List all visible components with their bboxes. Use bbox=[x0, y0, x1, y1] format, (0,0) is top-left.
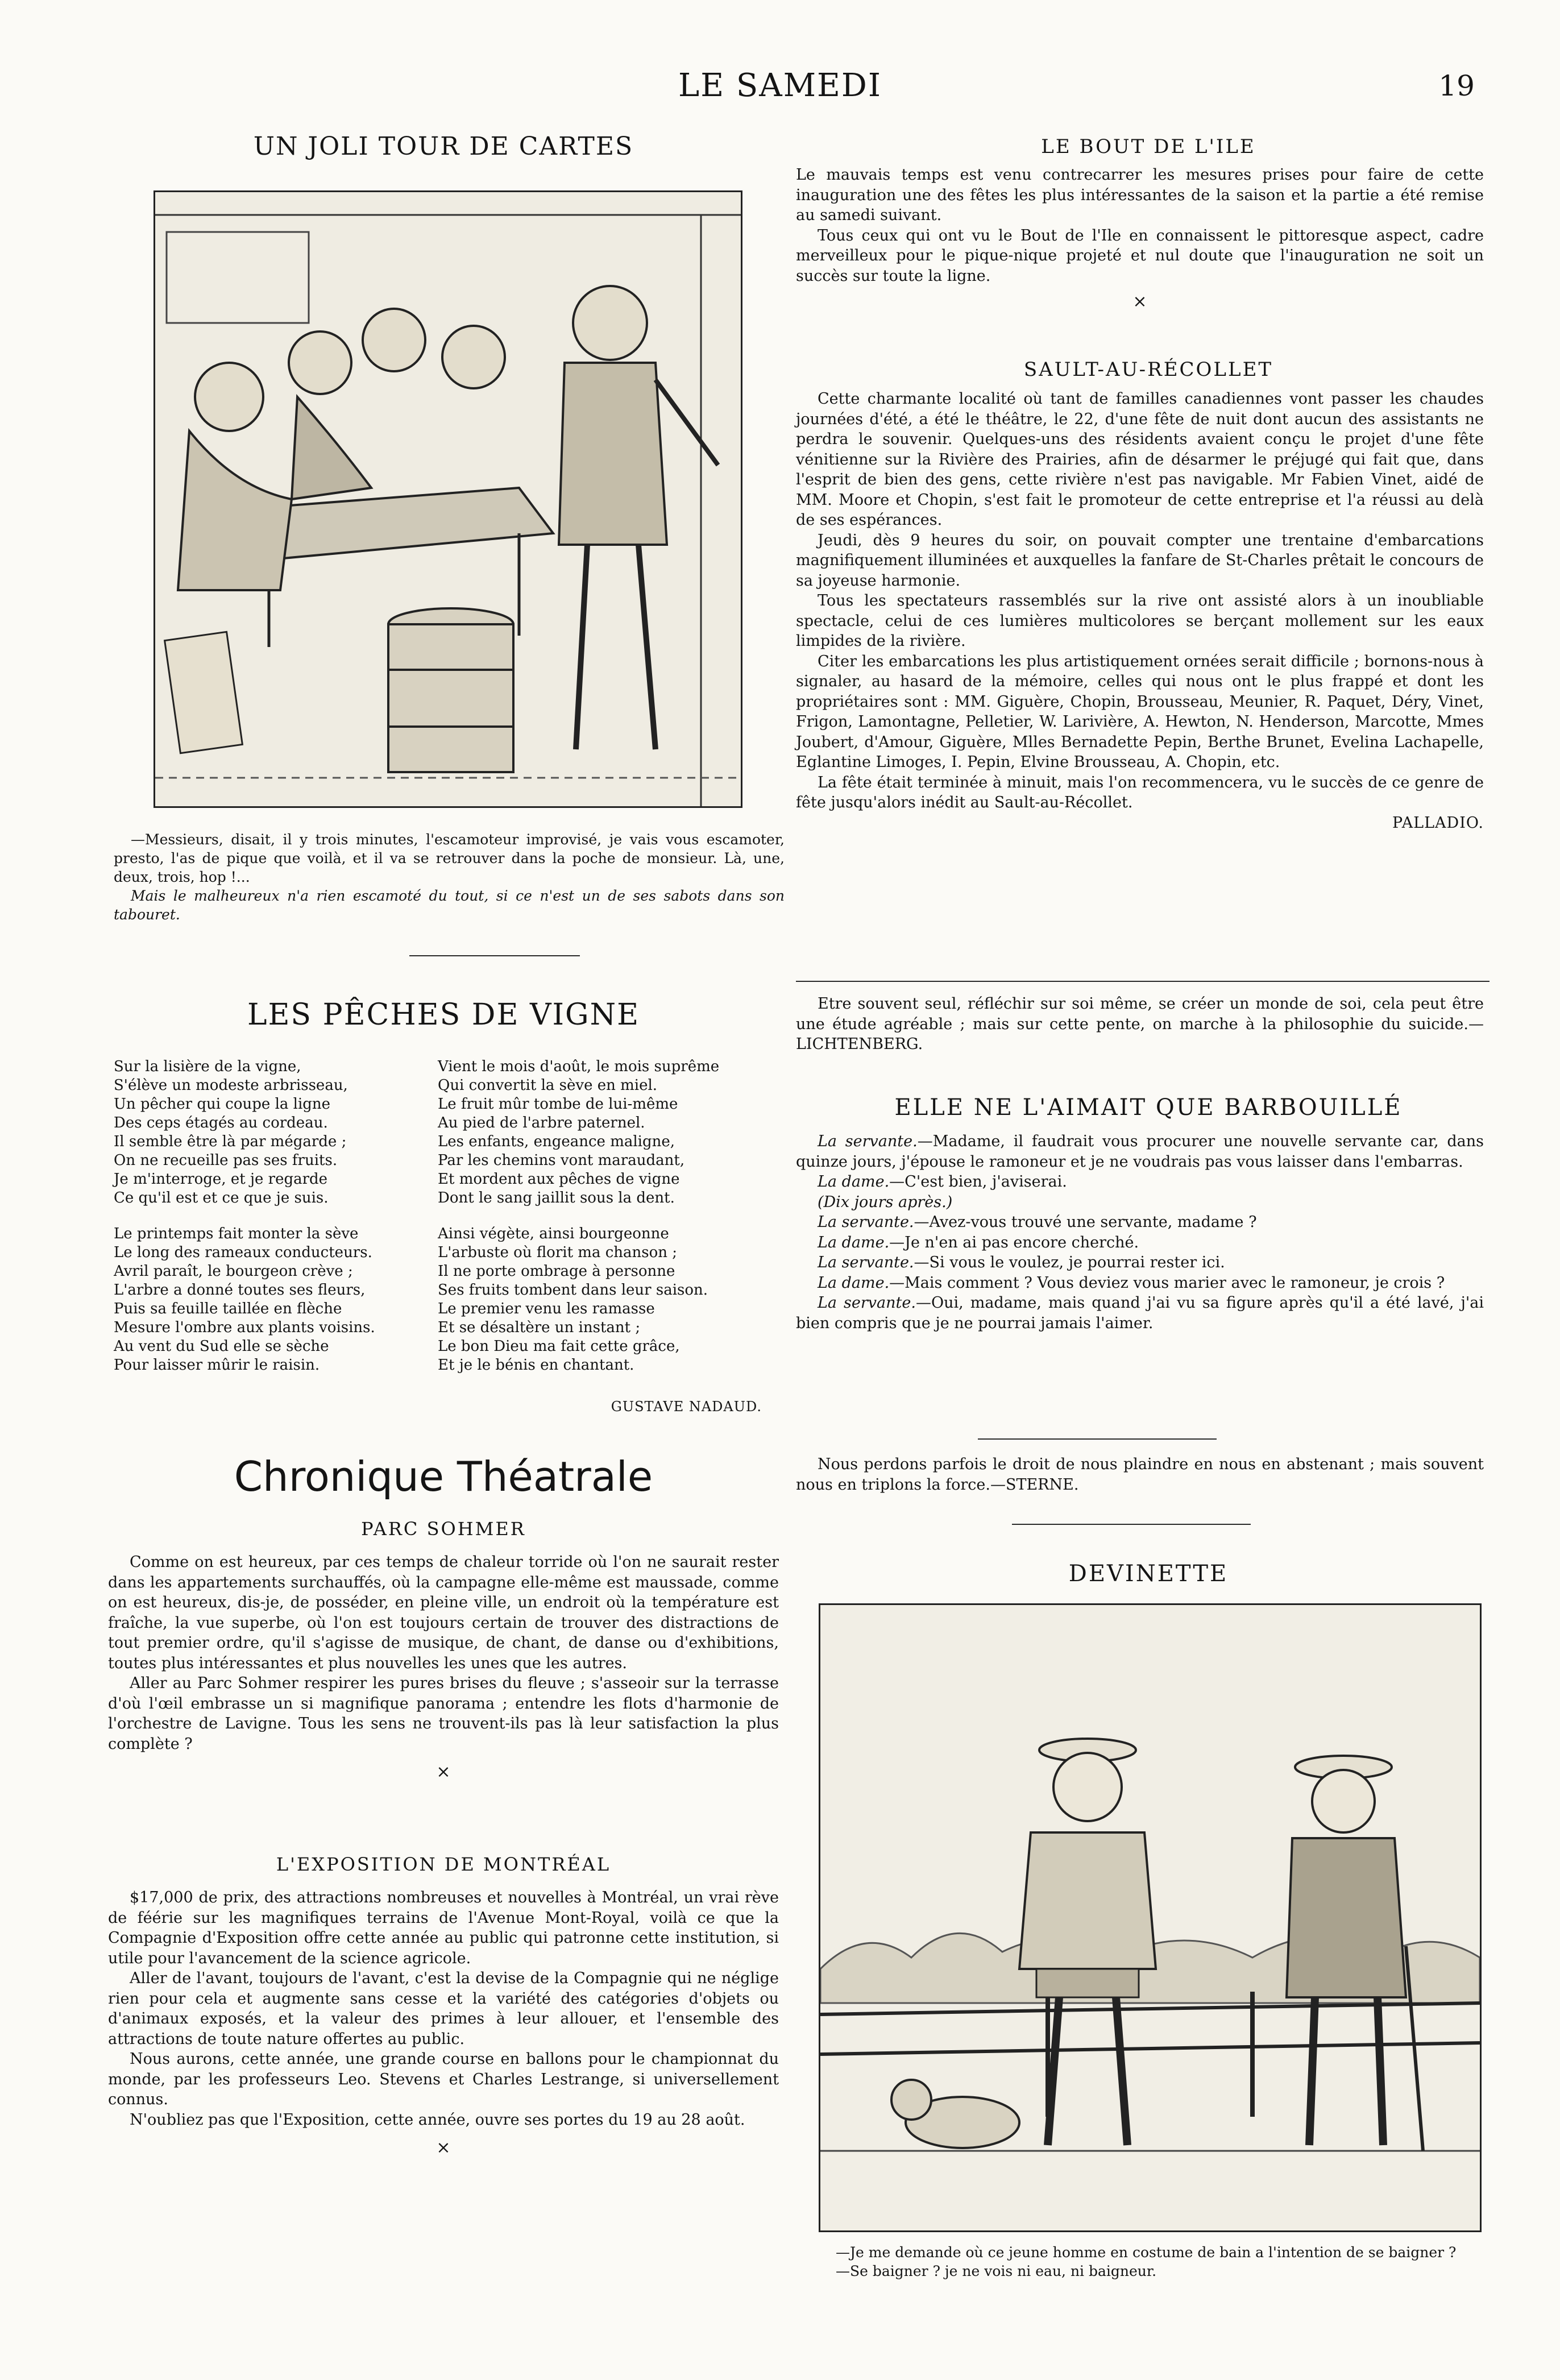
chronique-title: Chronique Théatrale bbox=[234, 1453, 653, 1500]
poem-line: Le long des rameaux conducteurs. bbox=[114, 1244, 372, 1261]
caption-line: —Se baigner ? je ne vois ni eau, ni baigneur. bbox=[836, 2263, 1157, 2279]
dialogue-text: —Madame, il faudrait vous procurer une nouvelle servante car, dans quinze jours, j'épouse le ramoneur et je ne voudrais pas vous laisser dans l'embarras. bbox=[796, 1133, 1484, 1171]
parc-sohmer-title: PARC SOHMER bbox=[361, 1518, 526, 1540]
paragraph: La fête était terminée à minuit, mais l'on recommencera, vu le succès de ce genre de fête jusqu'alors inédit au Sault-au-Récollet. bbox=[796, 773, 1484, 811]
poem-line: Le fruit mûr tombe de lui-même bbox=[438, 1096, 678, 1113]
poem-line: Sur la lisière de la vigne, bbox=[114, 1058, 301, 1075]
speaker: La dame. bbox=[818, 1274, 890, 1292]
poem-line: Ce qu'il est et ce que je suis. bbox=[114, 1189, 329, 1206]
poem-line: Et mordent aux pêches de vigne bbox=[438, 1171, 680, 1188]
divider bbox=[409, 955, 580, 956]
lichtenberg-quote bbox=[796, 994, 1484, 1055]
dialogue-text: —Avez-vous trouvé une servante, madame ? bbox=[914, 1213, 1257, 1231]
sterne-quote bbox=[796, 1454, 1484, 1495]
paragraph: Jeudi, dès 9 heures du soir, on pouvait compter une trentaine d'embarcations magnifiquement illuminées et auxquelles la fanfare de St-Charles prêtait le concours de sa joyeuse harmonie. bbox=[796, 531, 1484, 590]
joli-tour-title: UN JOLI TOUR DE CARTES bbox=[253, 132, 634, 161]
peches-title: LES PÊCHES DE VIGNE bbox=[247, 998, 640, 1032]
poem-line: Et je le bénis en chantant. bbox=[438, 1357, 634, 1374]
dialogue-line bbox=[796, 1172, 1484, 1192]
poem-line: Le bon Dieu ma fait cette grâce, bbox=[438, 1338, 680, 1355]
speaker: La dame. bbox=[818, 1173, 890, 1191]
devinette-illustration bbox=[819, 1603, 1482, 2232]
poem-line: Et se désaltère un instant ; bbox=[438, 1319, 641, 1336]
speaker: La servante. bbox=[818, 1213, 914, 1231]
elle-dialogue bbox=[796, 1131, 1484, 1333]
paragraph: Tous les spectateurs rassemblés sur la rive ont assisté alors à un inoubliable spectacle, celui de ces lumières multicolores se berçant mollement sur les eaux limpides de la rivière. bbox=[796, 592, 1484, 650]
poem-line: Vient le mois d'août, le mois suprême bbox=[438, 1058, 720, 1075]
card-trick-drawing bbox=[155, 192, 741, 806]
dialogue-text: —Je n'en ai pas encore cherché. bbox=[889, 1233, 1139, 1251]
poem-line: Les enfants, engeance maligne, bbox=[438, 1133, 675, 1150]
card-trick-caption bbox=[114, 830, 785, 924]
dialogue-text: —Si vous le voulez, je pourrai rester ici. bbox=[914, 1254, 1225, 1271]
stage-direction: (Dix jours après.) bbox=[818, 1193, 953, 1211]
paragraph: Aller de l'avant, toujours de l'avant, c'est la devise de la Compagnie qui ne néglige rien pour cela et augmente sans cesse et la variété des catégories d'objets ou d'animaux exposés, et la valeur des primes à leur allouer, et l'ensemble des attractions de toute nature offertes au public. bbox=[108, 1969, 779, 2048]
page-number: 19 bbox=[1438, 69, 1475, 102]
poem-stanza bbox=[438, 1058, 779, 1208]
poem-stanza bbox=[114, 1225, 432, 1375]
devinette-drawing bbox=[820, 1605, 1480, 2230]
poem-line: L'arbre a donné toutes ses fleurs, bbox=[114, 1282, 366, 1299]
dialogue-line bbox=[796, 1293, 1484, 1333]
separator: × bbox=[436, 1762, 451, 1782]
dialogue-text: —C'est bien, j'aviserai. bbox=[889, 1173, 1067, 1191]
poem-line: Je m'interroge, et je regarde bbox=[114, 1171, 328, 1188]
paragraph: Nous aurons, cette année, une grande course en ballons pour le championnat du monde, par les professeurs Leo. Stevens et Charles Lestrange, si universellement connus. bbox=[108, 2050, 779, 2108]
poem-line: Dont le sang jaillit sous la dent. bbox=[438, 1189, 675, 1206]
paragraph: Aller au Parc Sohmer respirer les pures brises du fleuve ; s'asseoir sur la terrasse d'où l'œil embrasse un si magnifique panorama ; entendre les flots d'harmonie de l'orchestre de Lavigne. Tous les sens ne trouvent-ils pas là leur satisfaction la plus complète ? bbox=[108, 1674, 779, 1753]
poem-line: Il semble être là par mégarde ; bbox=[114, 1133, 347, 1150]
poem-line: On ne recueille pas ses fruits. bbox=[114, 1152, 338, 1169]
sault-signature: PALLADIO. bbox=[1392, 814, 1484, 832]
speaker: La servante. bbox=[818, 1254, 914, 1271]
poem-stanza bbox=[438, 1225, 779, 1375]
poem-line: Un pêcher qui coupe la ligne bbox=[114, 1096, 331, 1113]
parc-sohmer-article bbox=[108, 1552, 779, 1782]
separator: × bbox=[436, 2138, 451, 2158]
poem-line: Qui convertit la sève en miel. bbox=[438, 1077, 658, 1094]
poem-line: Au vent du Sud elle se sèche bbox=[114, 1338, 329, 1355]
dialogue-line bbox=[796, 1131, 1484, 1172]
poem-line: Au pied de l'arbre paternel. bbox=[438, 1114, 645, 1131]
poem-line: Par les chemins vont maraudant, bbox=[438, 1152, 685, 1169]
separator: × bbox=[1132, 292, 1147, 312]
divider bbox=[978, 1438, 1217, 1440]
poem-line: S'élève un modeste arbrisseau, bbox=[114, 1077, 348, 1094]
sault-title: SAULT-AU-RÉCOLLET bbox=[1023, 358, 1273, 381]
paragraph: Tous ceux qui ont vu le Bout de l'Ile en connaissent le pittoresque aspect, cadre merveilleux pour le pique-nique projeté et nul doute que l'inauguration ne soit un succès sur toute la ligne. bbox=[796, 226, 1484, 285]
bout-ile-title: LE BOUT DE L'ILE bbox=[1041, 135, 1256, 158]
dialogue-line bbox=[796, 1253, 1484, 1273]
poem-line: Pour laisser mûrir le raisin. bbox=[114, 1357, 320, 1374]
paragraph: Citer les embarcations les plus artistiquement ornées serait difficile ; bornons-nous à signaler, au hasard de la mémoire, celles qui nous ont le plus frappé et dont les propriétaires sont : MM. Giguère, Chopin, Brousseau, Meunier, R. Paquet, Déry, Vinet, Frigon, Lamontagne, Pelletier, W. Larivière, A. Hewton, N. Henderson, Marcotte, Mmes Joubert, d'Amour, Giguère, Mlles Bernadette Pepin, Berthe Brunet, Evelina Lachapelle, Eglantine Limoges, I. Pepin, Elvine Brousseau, A. Chopin, etc. bbox=[796, 652, 1484, 771]
divider bbox=[1012, 1524, 1251, 1525]
paragraph: Le mauvais temps est venu contrecarrer les mesures prises pour faire de cette inauguration une des fêtes les plus intéressantes de la saison et la partie a été remise au samedi suivant. bbox=[796, 166, 1484, 224]
paragraph: Cette charmante localité où tant de familles canadiennes vont passer les chaudes journées d'été, a été le théâtre, le 22, d'une fête de nuit dont aucun des assistants ne perdra le souvenir. Quelques-uns des résidents avaient conçu le projet d'une fête vénitienne sur la Rivière des Prairies, afin de désarmer le préjugé qui fait que, dans l'esprit de bien des gens, cette rivière n'est pas navigable. Mr Fabien Vinet, aidé de MM. Moore et Chopin, s'est fait le promoteur de cette entreprise et l'a réussi au delà de ses espérances. bbox=[796, 390, 1484, 529]
devinette-caption bbox=[819, 2243, 1478, 2281]
caption-line: Mais le malheureux n'a rien escamoté du tout, si ce n'est un de ses sabots dans son tabouret. bbox=[114, 888, 785, 923]
poem-left-column bbox=[114, 1058, 432, 1392]
divider bbox=[796, 981, 1490, 982]
poem-line: Puis sa feuille taillée en flèche bbox=[114, 1300, 342, 1317]
paragraph: N'oubliez pas que l'Exposition, cette année, ouvre ses portes du 19 au 28 août. bbox=[130, 2111, 745, 2129]
speaker: La dame. bbox=[818, 1233, 890, 1251]
quote-text: Nous perdons parfois le droit de nous plaindre en nous en abstenant ; mais souvent nous en triplons la force.—STERNE. bbox=[796, 1456, 1484, 1494]
poem-line: Le printemps fait monter la sève bbox=[114, 1225, 359, 1242]
speaker: La servante. bbox=[818, 1133, 918, 1150]
exposition-article bbox=[108, 1888, 779, 2158]
exposition-title: L'EXPOSITION DE MONTRÉAL bbox=[276, 1854, 611, 1875]
devinette-title: DEVINETTE bbox=[1068, 1561, 1229, 1587]
poem-stanza bbox=[114, 1058, 432, 1208]
dialogue-line bbox=[796, 1212, 1484, 1233]
newspaper-title: LE SAMEDI bbox=[678, 67, 882, 104]
poem-line: Ainsi végète, ainsi bourgeonne bbox=[438, 1225, 669, 1242]
poem-line: L'arbuste où florit ma chanson ; bbox=[438, 1244, 678, 1261]
speaker: La servante. bbox=[818, 1294, 916, 1312]
poem-right-column bbox=[438, 1058, 779, 1392]
bout-ile-article bbox=[796, 165, 1484, 312]
poem-line: Le premier venu les ramasse bbox=[438, 1300, 655, 1317]
caption-line: —Messieurs, disait, il y trois minutes, l'escamoteur improvisé, je vais vous escamoter, presto, l'as de pique que voilà, et il va se retrouver dans la poche de monsieur. Là, une, deux, trois, hop !... bbox=[114, 831, 785, 885]
poem-line: Il ne porte ombrage à personne bbox=[438, 1263, 675, 1280]
poem-line: Des ceps étagés au cordeau. bbox=[114, 1114, 328, 1131]
dialogue-text: —Oui, madame, mais quand j'ai vu sa figure après qu'il a été lavé, j'ai bien compris que je ne pourrai jamais l'aimer. bbox=[796, 1294, 1484, 1332]
dialogue-line bbox=[796, 1273, 1484, 1293]
sault-article bbox=[796, 389, 1484, 833]
dialogue-text: —Mais comment ? Vous deviez vous marier avec le ramoneur, je crois ? bbox=[889, 1274, 1445, 1292]
poem-signature: GUSTAVE NADAUD. bbox=[611, 1399, 762, 1415]
paragraph: $17,000 de prix, des attractions nombreuses et nouvelles à Montréal, un vrai rève de féérie sur les magnifiques terrains de l'Avenue Mont-Royal, voilà ce que la Compagnie d'Exposition offre cette année au public qui patronne cette institution, si utile pour l'avancement de la science agricole. bbox=[108, 1889, 779, 1967]
paragraph: Comme on est heureux, par ces temps de chaleur torride où l'on ne saurait rester dans les appartements surchauffés, où la campagne elle-même est maussade, comme on est heureux, dis-je, de posséder, en pleine ville, un endroit où la température est fraîche, la vue superbe, où l'on est toujours certain de trouver des distractions de tout premier ordre, qu'il s'agisse de musique, de chant, de danse ou d'exhibitions, toutes plus intéressantes et plus nouvelles les unes que les autres. bbox=[108, 1553, 779, 1672]
poem-line: Avril paraît, le bourgeon crève ; bbox=[114, 1263, 353, 1280]
poem-line: Ses fruits tombent dans leur saison. bbox=[438, 1282, 708, 1299]
card-trick-illustration bbox=[153, 190, 742, 808]
poem-line: Mesure l'ombre aux plants voisins. bbox=[114, 1319, 375, 1336]
caption-line: —Je me demande où ce jeune homme en costume de bain a l'intention de se baigner ? bbox=[836, 2244, 1457, 2261]
elle-title: ELLE NE L'AIMAIT QUE BARBOUILLÉ bbox=[894, 1094, 1403, 1121]
dialogue-line bbox=[796, 1233, 1484, 1253]
quote-text: Etre souvent seul, réfléchir sur soi même, se créer un monde de soi, cela peut être une étude agréable ; mais sur cette pente, on marche à la philosophie du suicide.—LICHTENBERG. bbox=[796, 995, 1484, 1053]
